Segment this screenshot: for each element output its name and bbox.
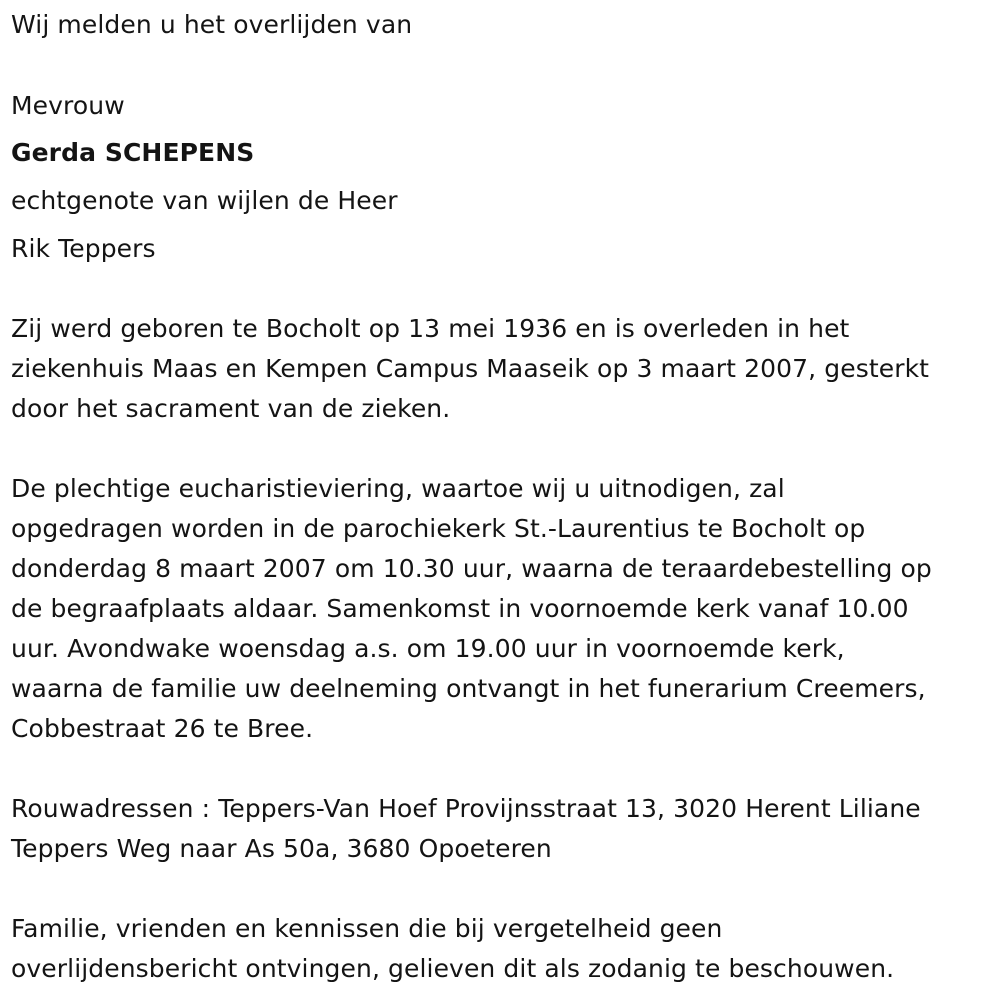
paragraph-line: opgedragen worden in de parochiekerk St.-Laurentius te Bocholt op [11,514,866,543]
paragraph-line: De plechtige eucharistieviering, waartoe wij u uitnodigen, zal [11,474,785,503]
paragraph-line: Rouwadressen : Teppers-Van Hoef Provijnsstraat 13, 3020 Herent Liliane [11,794,921,823]
paragraph-line: Zij werd geboren te Bocholt op 13 mei 1936 en is overleden in het [11,314,850,343]
paragraph-line: de begraafplaats aldaar. Samenkomst in voornoemde kerk vanaf 10.00 [11,594,909,623]
paragraph-line: overlijdensbericht ontvingen, gelieven dit als zodanig te beschouwen. [11,954,895,983]
paragraph-line: donderdag 8 maart 2007 om 10.30 uur, waarna de teraardebestelling op [11,554,932,583]
paragraph-line: ziekenhuis Maas en Kempen Campus Maaseik op 3 maart 2007, gesterkt [11,354,930,383]
paragraph-line: uur. Avondwake woensdag a.s. om 19.00 uur in voornoemde kerk, [11,634,845,663]
deceased-name: Gerda SCHEPENS [11,138,255,167]
paragraph-line: Familie, vrienden en kennissen die bij vergetelheid geen [11,914,723,943]
honorific: Mevrouw [11,91,125,120]
paragraph-line: Cobbestraat 26 te Bree. [11,714,314,743]
paragraph-line: waarna de familie uw deelneming ontvangt in het funerarium Creemers, [11,674,926,703]
paragraph-line: Teppers Weg naar As 50a, 3680 Opoeteren [11,834,552,863]
spouse-name: Rik Teppers [11,234,156,263]
paragraph-line: door het sacrament van de zieken. [11,394,451,423]
relation-line: echtgenote van wijlen de Heer [11,186,398,215]
intro-line: Wij melden u het overlijden van [11,10,413,39]
